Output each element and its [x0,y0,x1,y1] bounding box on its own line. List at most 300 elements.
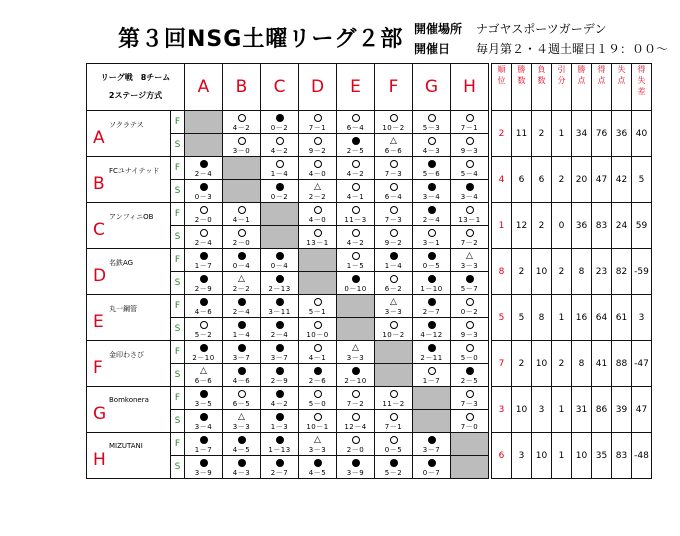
stat-value: 10 [572,433,592,479]
stat-value: 2 [532,203,552,249]
match-score: 7－3 [384,169,403,178]
match-score: 1－7 [194,445,213,454]
win-icon [428,183,436,191]
stat-value: 2 [512,341,532,387]
stat-value: 6 [532,157,552,203]
self-match-cell [299,272,337,295]
stat-value: 5 [632,157,652,203]
match-cell [451,249,489,272]
team-letter: B [93,174,105,194]
stat-value: 47 [632,387,652,433]
stat-value: 59 [632,203,652,249]
match-score: 1－4 [270,169,289,178]
loss-icon [352,160,360,168]
win-icon [238,344,246,352]
team-letter: E [93,312,104,332]
loss-icon [314,229,322,237]
match-cell [185,295,223,318]
team-row [87,111,652,134]
stat-value: 10 [532,249,552,295]
match-score: 1－10 [420,284,443,293]
stage-label: S [171,410,185,433]
match-cell [261,111,299,134]
win-icon [276,459,284,467]
match-cell [337,341,375,364]
stat-header-label: 勝点 [577,65,586,85]
stat-header [592,64,612,111]
match-score: 1－5 [346,261,365,270]
league-table [86,63,652,479]
match-score: 2－4 [194,169,213,178]
match-cell [451,111,489,134]
loss-icon [352,206,360,214]
match-score: 5－4 [460,169,479,178]
loss-icon [390,229,398,237]
match-cell [451,295,489,318]
match-cell [223,272,261,295]
win-icon [238,367,246,375]
draw-icon: △ [352,342,359,353]
match-score: 3－4 [422,192,441,201]
team-row [87,249,652,272]
team-name: 名鉄AG [109,259,134,267]
stat-value: 3 [512,433,532,479]
match-cell [185,318,223,341]
stat-value: 42 [612,157,632,203]
loss-icon [200,229,208,237]
win-icon [428,321,436,329]
stat-value: 76 [592,111,612,157]
match-cell [261,318,299,341]
match-score: 0－2 [460,307,479,316]
loss-icon [428,229,436,237]
loss-icon [314,321,322,329]
match-score: 2－0 [346,445,365,454]
match-score: 6－4 [384,192,403,201]
team-name: Bomkonera [109,396,149,404]
match-cell [375,456,413,479]
match-score: 4－3 [232,468,251,477]
match-cell [451,134,489,157]
stat-value: 40 [632,111,652,157]
match-cell [185,410,223,433]
self-match-cell [413,387,451,410]
match-cell [261,364,299,387]
team-letter: G [93,404,107,424]
match-score: 1－3 [270,422,289,431]
column-header-f: F [375,64,413,111]
column-header-h: H [451,64,489,111]
match-cell [451,272,489,295]
match-score: 4－3 [422,146,441,155]
stat-value: 12 [512,203,532,249]
win-icon [276,275,284,283]
match-cell [185,203,223,226]
team-name: 丸一鋼管 [109,305,137,313]
stat-value: 10 [532,433,552,479]
match-score: 2－2 [232,284,251,293]
win-icon [200,390,208,398]
match-cell [375,134,413,157]
match-score: 4－2 [232,123,251,132]
team-name: 金印わさび [109,351,144,359]
match-score: 3－11 [268,307,291,316]
rank-value: 4 [492,157,512,203]
match-cell [413,272,451,295]
match-score: 1－4 [232,330,251,339]
match-cell [261,341,299,364]
match-cell [185,456,223,479]
stat-value: 5 [512,295,532,341]
stat-value: 0 [552,203,572,249]
match-cell [413,318,451,341]
match-cell [185,341,223,364]
match-score: 3－7 [270,353,289,362]
stat-value: 82 [612,249,632,295]
match-score: 10－2 [382,330,405,339]
win-icon [200,298,208,306]
match-score: 5－0 [308,399,327,408]
team-name: ソクラテス [109,121,144,129]
match-cell [299,295,337,318]
match-score: 3－3 [384,307,403,316]
match-cell [451,341,489,364]
stat-value: 83 [592,203,612,249]
win-icon [200,459,208,467]
match-score: 4－6 [232,376,251,385]
win-icon [390,252,398,260]
stat-value: 36 [612,111,632,157]
match-score: 5－1 [308,307,327,316]
loss-icon [466,413,474,421]
loss-icon [390,206,398,214]
win-icon [276,367,284,375]
win-icon [200,436,208,444]
loss-icon [314,114,322,122]
stat-value: 1 [552,387,572,433]
match-cell [299,341,337,364]
loss-icon [390,114,398,122]
match-cell [451,387,489,410]
draw-icon: △ [466,250,473,261]
draw-icon: △ [390,135,397,146]
stat-value: 1 [552,295,572,341]
match-score: 13－1 [458,215,481,224]
team-letter: F [93,358,103,378]
stat-value: -59 [632,249,652,295]
loss-icon [314,160,322,168]
loss-icon [352,390,360,398]
self-match-cell [451,456,489,479]
match-score: 3－3 [232,422,251,431]
match-cell [413,134,451,157]
stat-value: 2 [552,249,572,295]
match-cell [337,272,375,295]
match-score: 2－4 [270,330,289,339]
win-icon [238,321,246,329]
win-icon [428,298,436,306]
win-icon [352,275,360,283]
win-icon [428,206,436,214]
self-match-cell [185,134,223,157]
loss-icon [466,321,474,329]
stat-value: 2 [532,111,552,157]
draw-icon: △ [390,296,397,307]
stat-header-label: 得点 [597,65,606,85]
match-cell [337,134,375,157]
stat-header-label: 負数 [537,65,546,85]
match-cell [375,410,413,433]
league-format-line1: リーグ戦 8チーム [100,73,171,82]
win-icon [276,436,284,444]
match-cell [299,203,337,226]
team-name: MIZUTANI [109,442,143,450]
stat-value: 64 [592,295,612,341]
self-match-cell [223,180,261,203]
stat-value: 34 [572,111,592,157]
match-score: 3－0 [232,146,251,155]
win-icon [390,459,398,467]
match-cell [451,410,489,433]
match-score: 2－9 [270,376,289,385]
match-score: 1－4 [384,261,403,270]
match-cell [337,410,375,433]
match-score: 2－0 [194,215,213,224]
loss-icon [466,206,474,214]
match-score: 4－1 [346,192,365,201]
win-icon [314,459,322,467]
match-score: 5－2 [384,468,403,477]
match-cell [375,272,413,295]
loss-icon [314,137,322,145]
loss-icon [238,390,246,398]
match-score: 2－4 [232,307,251,316]
loss-icon [352,114,360,122]
date-info [414,40,668,57]
match-score: 3－5 [194,399,213,408]
match-score: 0－10 [344,284,367,293]
match-cell [223,433,261,456]
team-row [87,341,652,364]
stat-value: 6 [512,157,532,203]
stage-label: F [171,249,185,272]
stat-value: 83 [612,433,632,479]
match-score: 13－1 [306,238,329,247]
stat-header [532,64,552,111]
match-score: 5－3 [422,123,441,132]
match-cell [413,433,451,456]
team-cell [87,249,171,295]
match-score: 2－5 [346,146,365,155]
stat-value: 24 [612,203,632,249]
match-cell [299,456,337,479]
rank-value: 3 [492,387,512,433]
match-score: 3－4 [460,192,479,201]
loss-icon [390,275,398,283]
match-cell [375,433,413,456]
match-score: 4－1 [232,215,251,224]
match-score: 7－1 [460,123,479,132]
match-cell [299,180,337,203]
match-score: 6－2 [384,284,403,293]
stage-label: F [171,203,185,226]
loss-icon [466,229,474,237]
match-cell [185,433,223,456]
match-score: 3－3 [460,261,479,270]
win-icon [466,183,474,191]
stat-value: 39 [612,387,632,433]
match-score: 2－10 [192,353,215,362]
loss-icon [314,390,322,398]
match-score: 2－5 [460,376,479,385]
match-cell [413,456,451,479]
win-icon [238,298,246,306]
match-cell [375,387,413,410]
win-icon [276,252,284,260]
win-icon [276,413,284,421]
self-match-cell [223,157,261,180]
stat-header-label: 得失差 [637,65,646,96]
stat-value: 8 [532,295,552,341]
loss-icon [352,436,360,444]
match-score: 2－6 [308,376,327,385]
self-match-cell [185,111,223,134]
draw-icon: △ [238,273,245,284]
match-cell [299,111,337,134]
win-icon [276,114,284,122]
column-header-b: B [223,64,261,111]
stat-value: 8 [572,249,592,295]
match-cell [261,410,299,433]
stage-label: F [171,157,185,180]
draw-icon: △ [200,365,207,376]
date-value: 毎月第２・４週土曜日１９：００～ [476,42,669,56]
match-score: 6－5 [232,399,251,408]
win-icon [466,275,474,283]
win-icon [428,344,436,352]
match-cell [337,111,375,134]
team-letter: D [93,266,107,286]
page-title: 第３回NSG土曜リーグ２部 [118,27,404,52]
match-cell [375,226,413,249]
match-score: 10－0 [306,330,329,339]
match-score: 4－1 [308,353,327,362]
match-cell [337,203,375,226]
win-icon [428,160,436,168]
match-score: 0－2 [270,123,289,132]
loss-icon [314,344,322,352]
stat-value: 8 [572,341,592,387]
self-match-cell [337,318,375,341]
match-score: 0－4 [232,261,251,270]
match-score: 2－4 [194,238,213,247]
match-score: 5－0 [460,353,479,362]
team-cell [87,433,171,479]
win-icon [200,252,208,260]
match-score: 10－1 [306,422,329,431]
match-cell [337,456,375,479]
match-score: 4－5 [232,445,251,454]
match-cell [375,157,413,180]
loss-icon [390,436,398,444]
stat-header [552,64,572,111]
loss-icon [352,183,360,191]
match-score: 12－4 [344,422,367,431]
stat-header-label: 勝数 [517,65,526,85]
self-match-cell [299,249,337,272]
win-icon [276,298,284,306]
stat-header-label: 順位 [497,65,506,85]
match-score: 7－2 [346,399,365,408]
loss-icon [314,206,322,214]
match-score: 0－2 [270,192,289,201]
loss-icon [276,137,284,145]
match-cell [337,180,375,203]
win-icon [352,137,360,145]
stat-value: 47 [592,157,612,203]
league-format-cell [87,64,185,111]
match-cell [337,387,375,410]
stat-value: 10 [532,341,552,387]
rank-value: 6 [492,433,512,479]
match-cell [299,157,337,180]
match-cell [261,134,299,157]
match-score: 3－1 [422,238,441,247]
match-score: 0－7 [422,468,441,477]
self-match-cell [261,226,299,249]
stat-value: 11 [512,111,532,157]
loss-icon [466,114,474,122]
team-cell [87,387,171,433]
win-icon [428,252,436,260]
win-icon [428,275,436,283]
match-cell [299,433,337,456]
stat-header [492,64,512,111]
win-icon [276,390,284,398]
stat-value: 41 [592,341,612,387]
win-icon [352,459,360,467]
match-score: 0－5 [384,445,403,454]
stage-label: F [171,433,185,456]
rank-value: 8 [492,249,512,295]
stat-value: 3 [532,387,552,433]
match-cell [223,410,261,433]
loss-icon [428,367,436,375]
match-score: 9－3 [460,146,479,155]
match-cell [375,180,413,203]
match-score: 5－6 [422,169,441,178]
stage-label: F [171,387,185,410]
loss-icon [390,183,398,191]
match-score: 7－3 [460,399,479,408]
win-icon [466,367,474,375]
match-cell [299,387,337,410]
match-score: 1－7 [422,376,441,385]
match-score: 2－11 [420,353,443,362]
match-score: 3－3 [346,353,365,362]
win-icon [200,160,208,168]
stat-value: 36 [572,203,592,249]
match-cell [299,134,337,157]
match-cell [185,249,223,272]
win-icon [238,436,246,444]
match-cell [261,433,299,456]
loss-icon [390,413,398,421]
match-cell [337,157,375,180]
stat-value: -48 [632,433,652,479]
match-cell [299,410,337,433]
match-cell [223,249,261,272]
